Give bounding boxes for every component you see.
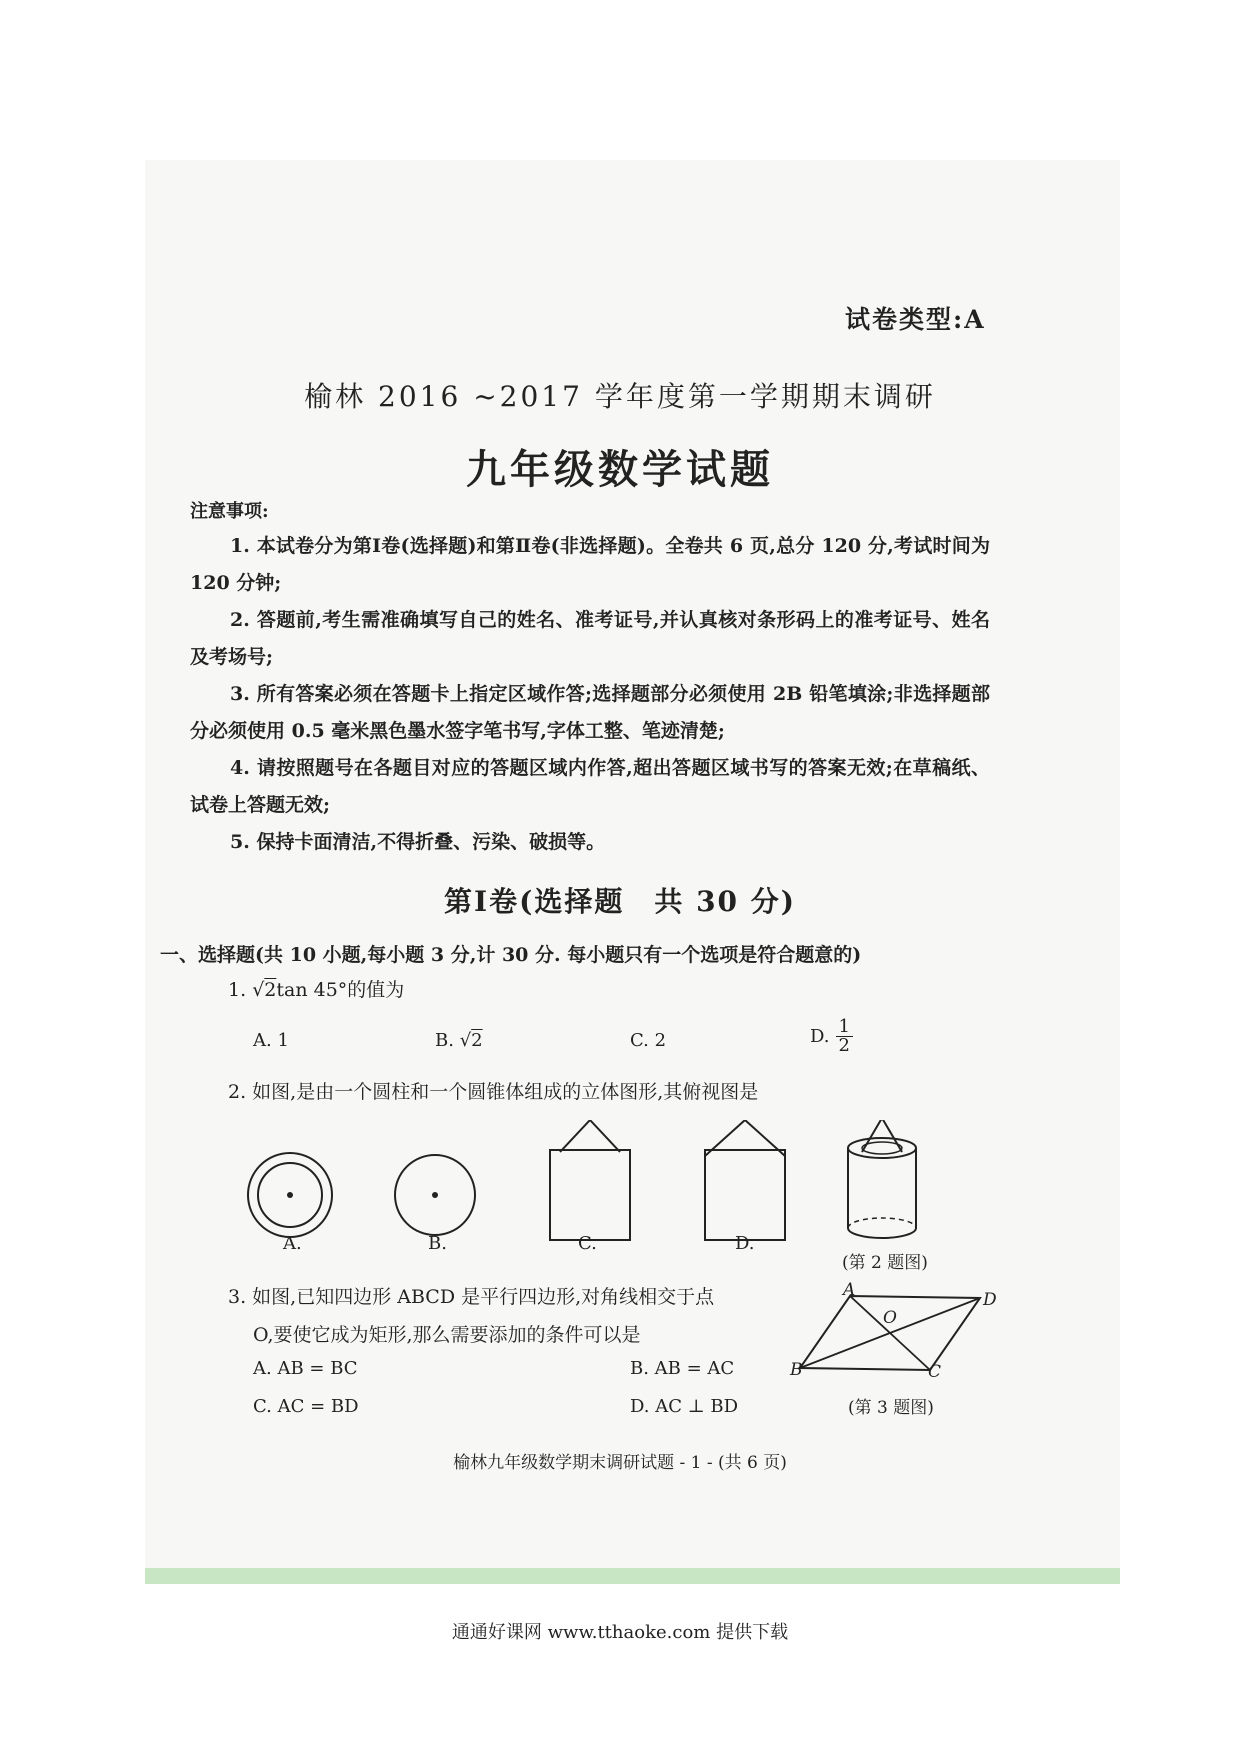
figure-d-square-full-triangle-icon [705, 1120, 785, 1240]
q2-label-b: B. [428, 1233, 447, 1254]
point-label-o: O [883, 1308, 897, 1328]
page-footer: 榆林九年级数学期末调研试题 - 1 - (共 6 页) [453, 1453, 787, 1473]
sqrt-icon: √2 [459, 1030, 483, 1051]
notice-item: 2. 答题前,考生需准确填写自己的姓名、准考证号,并认真核对条形码上的准考证号、姓名及考场号; [190, 609, 990, 668]
question-1 [228, 975, 404, 1002]
q2-label-a: A. [283, 1233, 302, 1254]
notice-list [190, 528, 990, 861]
notice-heading: 注意事项: [190, 501, 269, 522]
fraction-numerator: 1 [836, 1018, 853, 1037]
green-divider [145, 1568, 1120, 1584]
notice-item: 1. 本试卷分为第Ⅰ卷(选择题)和第Ⅱ卷(非选择题)。全卷共 6 页,总分 120 分,考试时间为 120 分钟; [190, 535, 990, 594]
q1-option-a: A. 1 [253, 1030, 289, 1051]
exam-title: 九年级数学试题 [466, 447, 774, 493]
site-footer: 通通好课网 www.tthaoke.com 提供下载 [451, 1622, 789, 1643]
exam-subtitle: 榆林 2016 ~2017 学年度第一学期期末调研 [304, 380, 936, 413]
point-label-d: D [983, 1290, 997, 1310]
sqrt-argument: 2 [264, 979, 277, 1001]
question-1-text: tan 45°的值为 [276, 979, 405, 1001]
figure-c-square-triangle-icon [550, 1120, 630, 1240]
q3-figure-caption: (第 3 题图) [848, 1398, 934, 1418]
q1-option-b [435, 1030, 483, 1051]
q1-option-d-prefix: D. [810, 1026, 830, 1047]
q3-option-c: C. AC = BD [253, 1396, 359, 1417]
point-label-a: A [843, 1280, 856, 1300]
q2-label-c: C. [578, 1233, 597, 1254]
fraction [836, 1018, 853, 1055]
notice-item: 3. 所有答案必须在答题卡上指定区域作答;选择题部分必须使用 2B 铅笔填涂;非选择题部分必须使用 0.5 毫米黑色墨水签字笔书写,字体工整、笔迹清楚; [190, 683, 990, 742]
q1-option-b-prefix: B. [435, 1030, 454, 1051]
fraction-denominator: 2 [838, 1035, 850, 1056]
q1-option-c: C. 2 [630, 1030, 667, 1051]
q3-option-d: D. AC ⊥ BD [630, 1396, 739, 1417]
figure-a-two-circles-icon [248, 1153, 332, 1237]
q3-option-a: A. AB = BC [253, 1358, 358, 1379]
section-heading: 一、选择题(共 10 小题,每小题 3 分,计 30 分. 每小题只有一个选项是符合题意的) [160, 944, 862, 966]
q2-figure-caption: (第 2 题图) [842, 1253, 928, 1273]
question-2-text: 2. 如图,是由一个圆柱和一个圆锥体组成的立体图形,其俯视图是 [228, 1081, 759, 1103]
sqrt-argument: 2 [471, 1030, 483, 1051]
q2-label-d: D. [735, 1233, 755, 1254]
q1-option-d [810, 1018, 853, 1055]
question-3-line-1: 3. 如图,已知四边形 ABCD 是平行四边形,对角线相交于点 [228, 1286, 715, 1308]
question-1-number: 1. [228, 979, 247, 1001]
sqrt-icon: √2 [252, 979, 277, 1001]
notice-item: 4. 请按照题号在各题目对应的答题区域内作答,超出答题区域书写的答案无效;在草稿纸、试卷上答题无效; [190, 757, 990, 816]
notice-item: 5. 保持卡面清洁,不得折叠、污染、破损等。 [230, 831, 606, 853]
parallelogram-figure [790, 1280, 1000, 1390]
part-one-title: 第Ⅰ卷(选择题 共 30 分) [443, 885, 797, 918]
question-3-line-2: O,要使它成为矩形,那么需要添加的条件可以是 [253, 1324, 641, 1346]
figure-b-circle-icon [395, 1155, 475, 1235]
point-label-c: C [928, 1362, 942, 1382]
q3-option-b: B. AB = AC [630, 1358, 735, 1379]
point-label-b: B [790, 1360, 803, 1380]
paper-type-label: 试卷类型:A [845, 305, 986, 334]
figure-cylinder-cone-icon [848, 1120, 916, 1238]
